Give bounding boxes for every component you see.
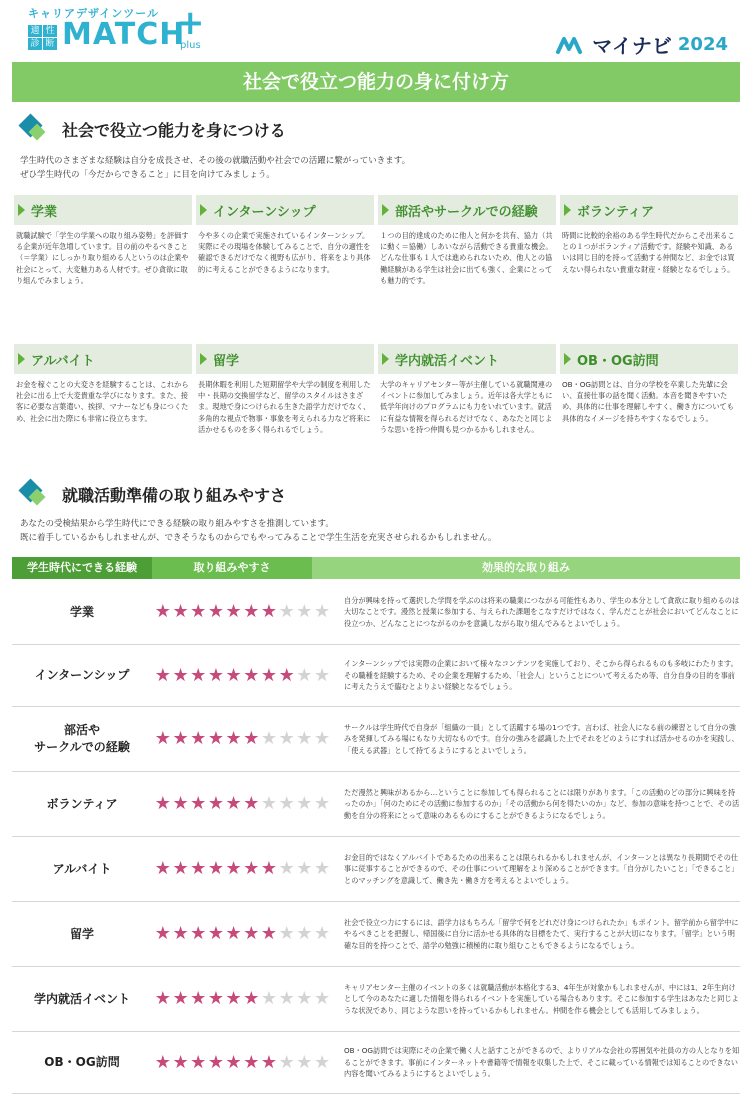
table-row — [12, 837, 740, 902]
row-description: ただ漫然と興味があるから…ということに参加しても得られることには限りがあります。「この活動のどの部分に興味を持ったのか」「何のためにその活動に参加するのか」「その活動から何を得たいのか」など、参加の意味を持つことで、その活動を自分の将来にとって意味のあるものにすることができるようになるでしょう。 — [344, 787, 740, 820]
star-icon: ★ — [154, 1051, 171, 1073]
star-icon: ★ — [313, 858, 331, 879]
section-title: 社会で役立つ能力を身につける — [62, 120, 286, 140]
card-header — [14, 195, 192, 225]
star-icon: ★ — [172, 664, 189, 686]
star-icon: ★ — [225, 601, 242, 622]
card-header — [378, 344, 556, 374]
star-icon: ★ — [154, 923, 171, 944]
star-icon: ★ — [260, 664, 278, 686]
star-icon: ★ — [207, 601, 224, 622]
brand-mark-icon — [556, 35, 586, 55]
table-row — [12, 580, 740, 645]
card-body: １つの目的達成のために他人と何かを共有、協力（共に動く＝協働）しあいながら活動できる貴重な機会。どんな仕事も１人では進められないため、他人との協働経験がある学生は社会に出ても強く、企業にとっても魅力的です。 — [380, 231, 553, 285]
card-title: 部活やサークルでの経験 — [395, 204, 538, 220]
intro-line: ぜひ学生時代の「今だからできること」に目を向けてみましょう。 — [20, 170, 275, 180]
star-icon: ★ — [243, 601, 260, 622]
card-title: 学内就活イベント — [395, 353, 500, 369]
star-icon: ★ — [260, 601, 278, 622]
table-header — [12, 557, 740, 579]
header — [0, 0, 750, 60]
star-icon: ★ — [260, 1051, 278, 1073]
star-icon: ★ — [278, 793, 295, 814]
star-icon: ★ — [190, 793, 207, 814]
column-header-ease: 取り組みやすさ — [152, 557, 312, 579]
logo-kanji — [28, 25, 60, 51]
card-title: インターンシップ — [213, 204, 316, 220]
card-header — [14, 344, 192, 374]
row-description: インターンシップでは実際の企業において様々なコンテンツを実施しており、そこから得られるものも多岐にわたります。その職種を経験するため、その企業を理解するため、「社会人」ということについて考えるため等、自分自身の目的を事前に考えたうえで臨むとよりよい経験となるでしょう。 — [344, 659, 738, 692]
star-icon: ★ — [260, 793, 278, 814]
triangle-arrow-icon — [564, 353, 571, 365]
intro-line: 学生時代のさまざまな経験は自分を成長させ、その後の就職活動や社会での活躍に繋がっていきます。 — [20, 156, 411, 166]
logo-kanji-char: 性 — [43, 25, 57, 37]
card-body: 就職試験で「学生の学業への取り組み姿勢」を評価する企業が近年急増しています。目の前のやるべきこと（＝学業）にしっかり取り組める人というのは企業や社会にとって、大変魅力ある人材です。ぜひ貪欲に取り組んでみましょう。 — [16, 231, 189, 285]
section-intro — [20, 517, 730, 545]
section-heading-readiness — [20, 480, 286, 508]
star-icon: ★ — [313, 1051, 331, 1073]
row-label: OB・OG訪問 — [44, 1055, 120, 1069]
row-description: 自分が興味を持って選択した学問を学ぶのは将来の職業につながる可能性もあり、学生の本分として貪欲に取り組めるのは大切なことです。漫然と授業に参加する、与えられた課題をこなすだけではなく、学んだことが社会においてどんなことに役立つか、どんなことにつながるのかを意識しながら取り組んでみるとよいでしょう。 — [344, 595, 740, 628]
star-icon: ★ — [207, 858, 224, 879]
card-title: 学業 — [31, 204, 58, 220]
star-icon: ★ — [154, 793, 171, 814]
row-label: ボランティア — [46, 796, 118, 811]
section-title: 就職活動準備の取り組みやすさ — [62, 485, 287, 505]
logo-tagline: キャリアデザインツール — [28, 7, 160, 20]
triangle-arrow-icon — [200, 204, 207, 216]
star-icon: ★ — [278, 728, 295, 749]
row-label: 留学 — [69, 926, 94, 941]
star-icon: ★ — [172, 728, 189, 749]
star-icon: ★ — [296, 923, 313, 944]
table-row — [12, 1032, 740, 1094]
star-rating — [152, 730, 342, 748]
star-icon: ★ — [154, 858, 171, 879]
triangle-arrow-icon — [382, 353, 389, 365]
star-icon: ★ — [172, 601, 189, 622]
star-icon: ★ — [225, 793, 242, 814]
row-description: キャリアセンター主催のイベントの多くは就職活動が本格化する3、4年生が対象かもしれませんが、中には1、2年生向けとして今のあなたに適した情報を得られるイベントを実施している場合もあります。そこに参加する学生はあなたと同じような状況であり、同じような思いを持っているかもしれません。仲間を作る機会としても活用してみましょう。 — [344, 982, 739, 1015]
star-icon: ★ — [207, 988, 224, 1009]
section-heading-skills — [20, 115, 286, 143]
row-description: 社会で役立つ力にするには、語学力はもちろん「留学で何をどれだけ身につけられたか」もポイント。留学前から留学中にやるべきことを把握し、帰国後に自分に活かせる具体的な目標をたて、実行することが大切になります。「留学」という明確な目的を持つことで、語学の勉強に積極的に取り組むこともできるようになるでしょう。 — [344, 917, 739, 950]
card-title: 留学 — [213, 353, 240, 369]
star-icon: ★ — [225, 858, 242, 879]
card-body: お金を稼ぐことの大変さを経験することは、これから社会に出る上で大変貴重な学びになります。また、接客に必要な言葉遣い、挨拶、マナーなども身につくため、社会に出た際にも非常に役立ちます。 — [16, 380, 189, 423]
table-row — [12, 707, 740, 772]
star-icon: ★ — [154, 664, 171, 686]
star-icon: ★ — [296, 601, 313, 622]
row-description: お金目的ではなくアルバイトであるための出来ることは限られるかもしれませんが、インターンとは異なり長期間でその仕事に従事することができるので、その仕事について理解をより深めることができます。「自分がしたいこと」「できること」とのマッチングを意識して、働き先・働き方を考えるとよいでしょう。 — [344, 852, 739, 885]
star-icon: ★ — [278, 858, 295, 879]
star-icon: ★ — [313, 923, 331, 944]
star-icon: ★ — [296, 664, 313, 686]
star-icon: ★ — [190, 923, 207, 944]
star-icon: ★ — [225, 728, 242, 749]
card-header — [560, 344, 738, 374]
card-study-abroad — [196, 344, 374, 435]
card-body: 今や多くの企業で実施されているインターンシップ。実際にその現場を体験してみることで、自分の適性を確認できるだけでなく視野も広がり、将来をより具体的に考えることができるようになります。 — [198, 231, 371, 274]
card-title: アルバイト — [31, 353, 95, 369]
intro-line: 既に着手しているかもしれませんが、できそうなものからでもやってみることで学生生活を充実させられるかもしれません。 — [20, 533, 497, 543]
diamond-icon — [20, 115, 48, 143]
triangle-arrow-icon — [382, 204, 389, 216]
star-icon: ★ — [278, 988, 295, 1009]
star-icon: ★ — [313, 664, 331, 686]
star-icon: ★ — [154, 601, 171, 622]
triangle-arrow-icon — [18, 353, 25, 365]
column-header-experience: 学生時代にできる経験 — [12, 557, 152, 579]
page-title: 社会で役立つ能力の身に付け方 — [12, 62, 740, 102]
star-rating — [152, 664, 342, 686]
logo-plus-text: plus — [180, 40, 201, 51]
star-icon: ★ — [296, 1051, 313, 1073]
brand-name: マイナビ — [592, 34, 672, 58]
star-icon: ★ — [172, 793, 189, 814]
star-icon: ★ — [296, 858, 313, 879]
star-rating — [152, 603, 342, 621]
card-body: OB・OG訪問とは、自分の学校を卒業した先輩に会い、直接仕事の話を聞く活動。本音を聞きやすいため、具体的に仕事を理解しやすく、働き方についても具体的なイメージを持ちやすくなるでしょう。 — [562, 380, 734, 423]
star-rating — [152, 990, 342, 1008]
row-label: 部活や サークルでの経験 — [34, 723, 130, 754]
star-icon: ★ — [225, 988, 242, 1009]
star-icon: ★ — [190, 1051, 207, 1073]
star-icon: ★ — [225, 664, 242, 686]
star-rating — [152, 925, 342, 943]
card-club — [378, 195, 556, 286]
star-icon: ★ — [207, 923, 224, 944]
star-icon: ★ — [260, 728, 278, 749]
star-icon: ★ — [225, 923, 242, 944]
card-body: 時間に比較的余裕のある学生時代だからこそ出来ることの１つがボランティア活動です。経験や知識、あるいは同じ目的を持って活動する仲間など、お金では買えない得られない貴重な財産・経験となるでしょう。 — [562, 231, 735, 274]
star-icon: ★ — [313, 793, 331, 814]
star-icon: ★ — [172, 858, 189, 879]
star-icon: ★ — [154, 728, 171, 749]
row-label: インターンシップ — [34, 668, 130, 682]
star-icon: ★ — [190, 601, 207, 622]
star-icon: ★ — [313, 601, 331, 622]
star-icon: ★ — [154, 988, 171, 1009]
diamond-icon — [20, 480, 48, 508]
star-icon: ★ — [172, 923, 189, 944]
star-rating — [152, 1051, 342, 1073]
row-description: OB・OG訪問では実際にその企業で働く人と話すことができるので、よりリアルな会社の雰囲気や社員の方の人となりを知ることができます。事前にインターネットや書籍等で情報を収集した上で、そこに載っている情報では知ることのできない内容を聞いてみるようにするとよいでしょう。 — [344, 1046, 740, 1079]
star-icon: ★ — [225, 1051, 242, 1073]
star-icon: ★ — [260, 988, 278, 1009]
star-icon: ★ — [207, 664, 224, 686]
card-title: OB・OG訪問 — [577, 353, 659, 369]
brand-year: 2024 — [677, 34, 728, 55]
star-icon: ★ — [278, 923, 295, 944]
card-body: 長期休暇を利用した短期留学や大学の制度を利用した中・長期の交換留学など、留学のスタイルはさまざま。現地で身につけられる生きた語学力だけでなく、多角的な視点で物事・事象を考えられる力など将来に活かせるものを多く得られるでしょう。 — [198, 380, 371, 434]
table-row — [12, 902, 740, 967]
star-icon: ★ — [243, 793, 260, 814]
table-row — [12, 772, 740, 837]
triangle-arrow-icon — [18, 204, 25, 216]
star-rating — [152, 860, 342, 878]
star-rating — [152, 795, 342, 813]
star-icon: ★ — [243, 988, 260, 1009]
star-icon: ★ — [190, 664, 207, 686]
table-row — [12, 967, 740, 1032]
card-alumni-visit — [560, 344, 738, 424]
row-description: サークルは学生時代で自身が「組織の一員」として活躍する場の1つです。言わば、社会人になる前の練習として自分の強みを発揮してみる場にもなり大切なものです。自分の強みを認識した上でそれをどのようにすれば活かせるのかを実践し、「使える武器」として持てるようにするとよいでしょう。 — [344, 722, 739, 755]
star-icon: ★ — [172, 1051, 189, 1073]
brand-logo — [556, 30, 728, 59]
logo-product: MATCH — [62, 17, 186, 52]
star-icon: ★ — [190, 858, 207, 879]
star-icon: ★ — [243, 858, 260, 879]
star-icon: ★ — [243, 1051, 260, 1073]
star-icon: ★ — [313, 728, 331, 749]
card-volunteer — [560, 195, 738, 275]
row-label: 学業 — [69, 604, 94, 619]
card-header — [196, 344, 374, 374]
star-icon: ★ — [313, 988, 331, 1009]
star-icon: ★ — [207, 728, 224, 749]
section-intro — [20, 154, 730, 182]
logo-plus-mark: + — [176, 3, 205, 43]
card-academics — [14, 195, 192, 286]
star-icon: ★ — [260, 858, 278, 879]
star-icon: ★ — [296, 793, 313, 814]
star-icon: ★ — [207, 1051, 224, 1073]
card-header — [196, 195, 374, 225]
star-icon: ★ — [296, 728, 313, 749]
triangle-arrow-icon — [200, 353, 207, 365]
logo-kanji-char: 適 — [28, 25, 42, 37]
logo-kanji-char: 診 — [28, 38, 42, 50]
card-body: 大学のキャリアセンター等が主催している就職関連のイベントに参加してみましょう。近年は各大学ともに低学年向けのプログラムにも力をいれています。就活に有益な情報を得られるだけでなく、あなたと同じような思いを持つ仲間も見つかるかもしれません。 — [380, 380, 553, 434]
star-icon: ★ — [296, 988, 313, 1009]
table-row — [12, 645, 740, 707]
star-icon: ★ — [207, 793, 224, 814]
star-icon: ★ — [260, 923, 278, 944]
star-icon: ★ — [278, 601, 295, 622]
star-icon: ★ — [243, 923, 260, 944]
column-header-effective: 効果的な取り組み — [312, 557, 740, 579]
star-icon: ★ — [278, 664, 295, 686]
intro-line: あなたの受検結果から学生時代にできる経験の取り組みやすさを推測しています。 — [20, 519, 334, 529]
logo-kanji-char: 断 — [43, 38, 57, 50]
star-icon: ★ — [278, 1051, 295, 1073]
star-icon: ★ — [243, 664, 260, 686]
star-icon: ★ — [172, 988, 189, 1009]
row-label: アルバイト — [52, 861, 112, 876]
card-internship — [196, 195, 374, 275]
star-icon: ★ — [243, 728, 260, 749]
row-label: 学内就活イベント — [33, 991, 130, 1006]
star-icon: ★ — [190, 728, 207, 749]
card-parttime — [14, 344, 192, 424]
card-header — [378, 195, 556, 225]
star-icon: ★ — [190, 988, 207, 1009]
card-title: ボランティア — [577, 204, 654, 220]
card-campus-events — [378, 344, 556, 435]
card-header — [560, 195, 738, 225]
triangle-arrow-icon — [564, 204, 571, 216]
